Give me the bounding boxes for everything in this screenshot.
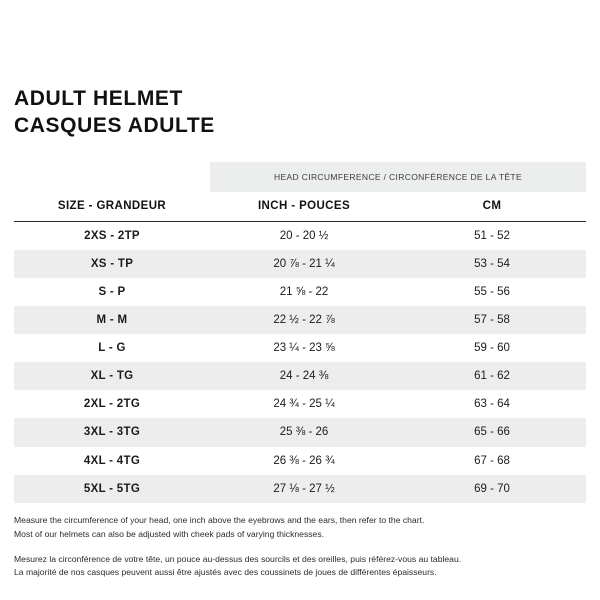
cell-inch: 21 ⅝ - 22 [279,285,329,298]
title-line-fr: CASQUES ADULTE [14,113,215,137]
cell-cm: 63 - 64 [474,398,510,411]
cell-inch: 23 ¼ - 23 ⅝ [273,342,335,355]
table-row [14,362,586,390]
cell-inch: 24 - 24 ⅜ [210,362,398,390]
cell-inch: 22 ½ - 22 ⅞ [210,306,398,334]
group-header-circumference: HEAD CIRCUMFERENCE / CIRCONFÉRENCE DE LA TÊTE [210,162,586,192]
cell-cm: 57 - 58 [398,306,586,334]
table-row [14,418,586,446]
cell-inch: 26 ⅜ - 26 ¾ [273,454,335,467]
table-row [14,390,586,418]
size-chart-table [14,162,586,503]
cell-cm: 61 - 62 [398,362,586,390]
cell-size: M - M [14,306,210,334]
cell-size: S - P [98,285,126,298]
cell-size: XL - TG [14,362,210,390]
cell-cm: 67 - 68 [474,454,510,467]
table-group-header-row [14,162,586,192]
notes-block [14,514,586,581]
note-en-line1: Measure the circumference of your head, one inch above the eyebrows and the ears, then refer to the chart. [14,514,425,525]
table-column-header-row [14,192,586,222]
table-row [14,306,586,334]
cell-size: 5XL - 5TG [14,475,210,503]
cell-inch: 25 ⅜ - 26 [210,418,398,446]
cell-size: 2XL - 2TG [83,398,141,411]
note-en-line2: Most of our helmets can also be adjusted with cheek pads of varying thicknesses. [14,528,325,539]
notes-spacer [14,542,586,553]
cell-size: L - G [98,342,126,355]
cell-size: 4XL - 4TG [83,454,141,467]
cell-inch: 20 ⅞ - 21 ¼ [210,250,398,278]
column-header-inch: INCH - POUCES [210,192,398,222]
cell-size: 3XL - 3TG [14,418,210,446]
table-row [14,250,586,278]
column-header-cm: CM [398,192,586,222]
note-fr-line2: La majorité de nos casques peuvent aussi être ajustés avec des coussinets de joues de différentes épaisseurs. [14,567,437,578]
title-line-en: ADULT HELMET [14,87,183,110]
cell-cm: 55 - 56 [474,285,510,298]
cell-cm: 69 - 70 [398,475,586,503]
column-header-size: SIZE - GRANDEUR [14,192,210,222]
cell-cm: 59 - 60 [474,342,510,355]
cell-inch: 20 - 20 ½ [279,229,329,242]
note-fr-line1: Mesurez la circonférence de votre tête, un pouce au-dessus des sourcils et des oreilles, puis référez-vous au tableau. [14,553,462,564]
cell-inch: 27 ⅛ - 27 ½ [210,475,398,503]
cell-cm: 65 - 66 [398,418,586,446]
cell-cm: 51 - 52 [474,229,510,242]
group-header-spacer [14,162,210,192]
page-title [14,86,586,140]
table-row [14,447,586,475]
table-row [14,278,586,306]
table-row [14,221,586,250]
table-row [14,334,586,362]
cell-size: XS - TP [14,250,210,278]
table-row [14,475,586,503]
cell-cm: 53 - 54 [398,250,586,278]
table-body [14,221,586,502]
cell-size: 2XS - 2TP [84,229,140,242]
cell-inch: 24 ¾ - 25 ¼ [273,398,335,411]
